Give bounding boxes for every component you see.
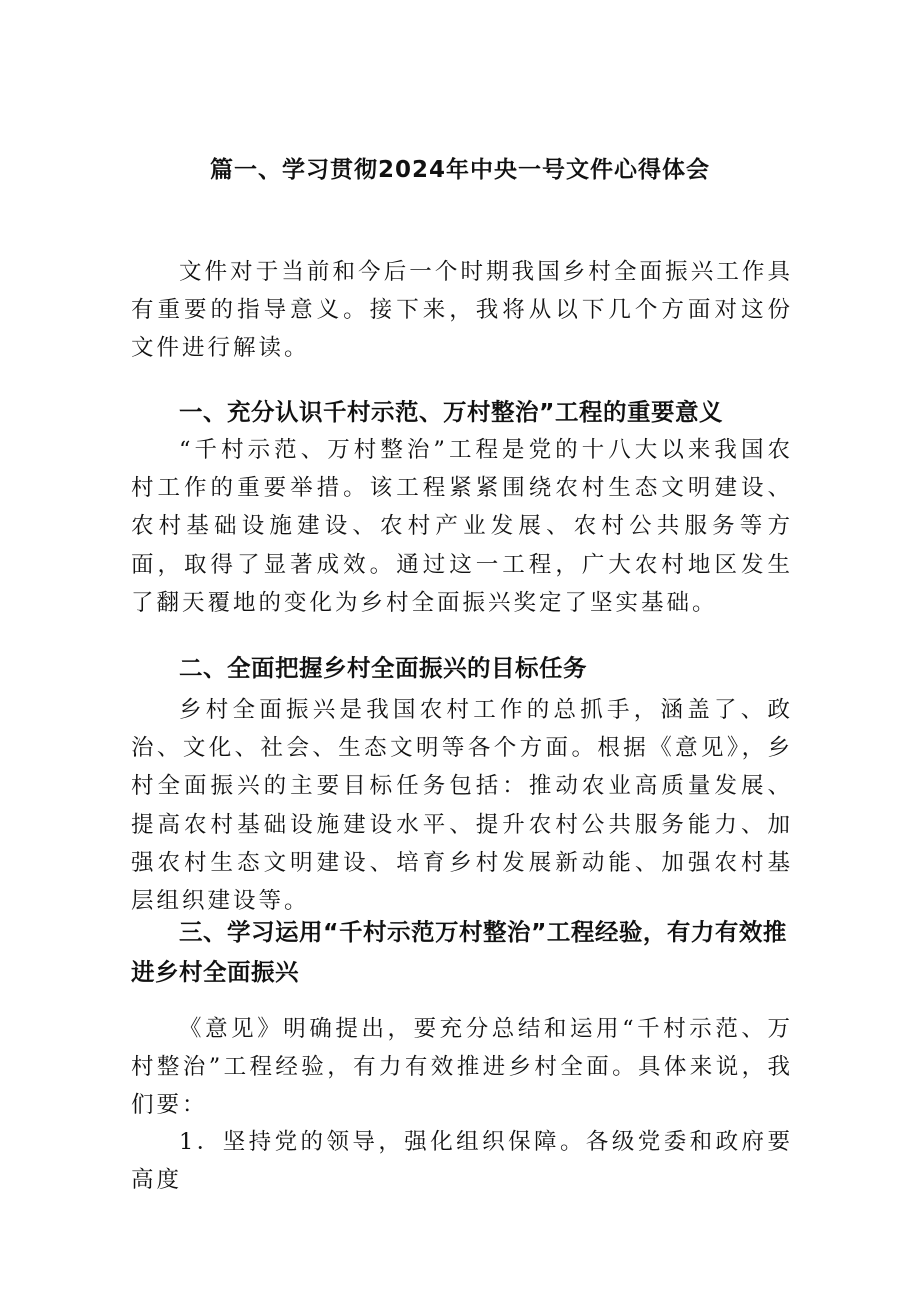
document-title: 篇一、学习贯彻2024年中央一号文件心得体会 — [209, 157, 710, 183]
section-heading-3: 三、学习运用“千村示范万村整治”工程经验，有力有效推进乡村全面振兴 — [131, 918, 787, 986]
section-heading-1: 一、充分认识千村示范、万村整治”工程的重要意义 — [179, 398, 723, 426]
section-body-3: 《意见》明确提出，要充分总结和运用“千村示范、万村整治”工程经验，有力有效推进乡村全面。具体来说，我们要： — [131, 1016, 793, 1119]
section-heading-2: 二、全面把握乡村全面振兴的目标任务 — [179, 654, 587, 682]
section-body-2: 乡村全面振兴是我国农村工作的总抓手，涵盖了、政治、文化、社会、生态文明等各个方面。根据《意见》，乡村全面振兴的主要目标任务包括：推动农业高质量发展、提高农村基础设施建设水平、提升农村公共服务能力、加强农村生态文明建设、培育乡村发展新动能、加强农村基层组织建设等。 — [131, 697, 793, 915]
list-item-1: 1．坚持党的领导，强化组织保障。各级党委和政府要高度 — [131, 1129, 793, 1194]
section-body-1: “千村示范、万村整治”工程是党的十八大以来我国农村工作的重要举措。该工程紧紧围绕农村生态文明建设、农村基础设施建设、农村产业发展、农村公共服务等方面，取得了显著成效。通过这一工程，广大农村地区发生了翻天覆地的变化为乡村全面振兴奖定了坚实基础。 — [131, 437, 793, 616]
intro-paragraph: 文件对于当前和今后一个时期我国乡村全面振兴工作具有重要的指导意义。接下来，我将从以下几个方面对这份文件进行解读。 — [131, 259, 793, 362]
